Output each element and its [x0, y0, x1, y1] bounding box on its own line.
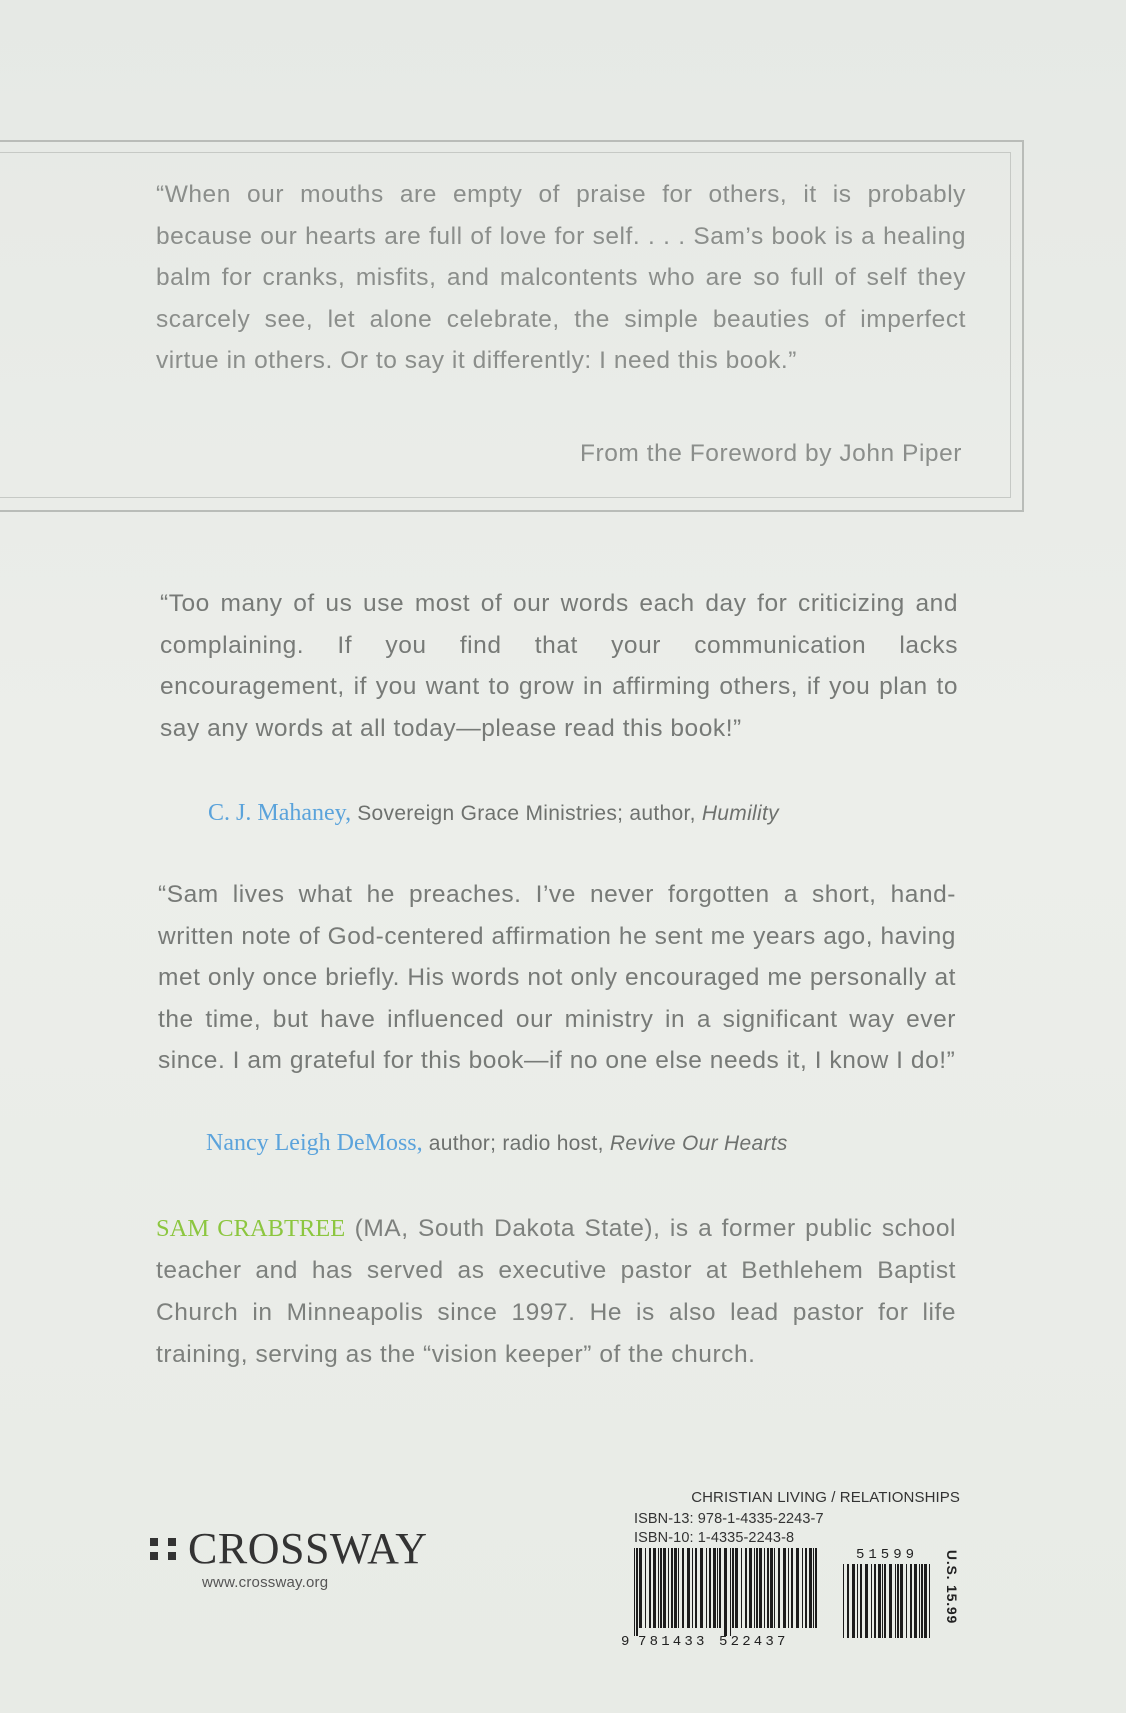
foreword-quote: “When our mouths are empty of praise for others, it is probably because our hearts are full of love for self. . . . Sam’s book is a healing balm for cranks, misfits, and malcontents who are so full of self they scarcely see, let alone celebrate, the simple beauties of imperfect virtue in others. Or to say it differently: I need this book.”: [156, 181, 966, 374]
endorsement-quote: “Sam lives what he preaches. I’ve never forgotten a short, hand-written note of God-centered affirmation he sent me years ago, having met only once briefly. His words not only encouraged me personally at the time, but have influenced our ministry in a significant way ever since. I am grateful for this book—if no one else needs it, I know I do!”: [158, 881, 956, 1074]
publisher-logo: [150, 1524, 428, 1573]
endorser-book: Humility: [701, 802, 779, 825]
barcode-addon-bars: [843, 1564, 930, 1638]
endorsement-attribution: [206, 1130, 788, 1157]
endorsement-quote: “Too many of us use most of our words each day for criticizing and complaining. If you find that your communication lacks encouragement, if you want to grow in affirming others, if you plan to say any words at all today—please read this book!”: [160, 590, 958, 742]
ean-left-digits: 781433: [638, 1634, 708, 1648]
endorsement-attribution: [208, 800, 779, 827]
endorser-book: Revive Our Hearts: [609, 1132, 788, 1155]
price-label: [942, 1532, 962, 1642]
author-bio-text: (MA, South Dakota State), is a former public school teacher and has served as executive pastor at Bethlehem Baptist Church in Minneapolis since 1997. He is also lead pastor for life training, serving as the “vision keeper” of the church.: [156, 1215, 956, 1368]
isbn-13: ISBN-13: 978-1-4335-2243-7: [634, 1511, 824, 1527]
publisher-name: CROSSWAY: [188, 1524, 428, 1573]
price-code-digits: 51599: [856, 1547, 919, 1563]
foreword-attribution: From the Foreword by John Piper: [580, 440, 962, 467]
endorser-name: C. J. Mahaney,: [208, 800, 352, 826]
endorser-role: author; radio host,: [422, 1132, 610, 1155]
endorser-name: Nancy Leigh DeMoss,: [206, 1130, 423, 1156]
price-text: U.S. 15.99: [944, 1549, 960, 1625]
author-name: SAM CRABTREE: [156, 1215, 346, 1242]
endorser-role: Sovereign Grace Ministries; author,: [351, 802, 702, 825]
crossway-logo-icon: [150, 1538, 176, 1560]
publisher-website: www.crossway.org: [202, 1574, 329, 1591]
isbn-10: ISBN-10: 1-4335-2243-8: [634, 1530, 795, 1546]
ean-lead-digit: 9: [621, 1634, 630, 1648]
book-category: CHRISTIAN LIVING / RELATIONSHIPS: [691, 1489, 960, 1506]
ean-right-digits: 522437: [719, 1634, 789, 1648]
author-bio: [156, 1208, 956, 1376]
barcode-ean-bars: [634, 1548, 817, 1636]
barcode: [618, 1546, 938, 1648]
